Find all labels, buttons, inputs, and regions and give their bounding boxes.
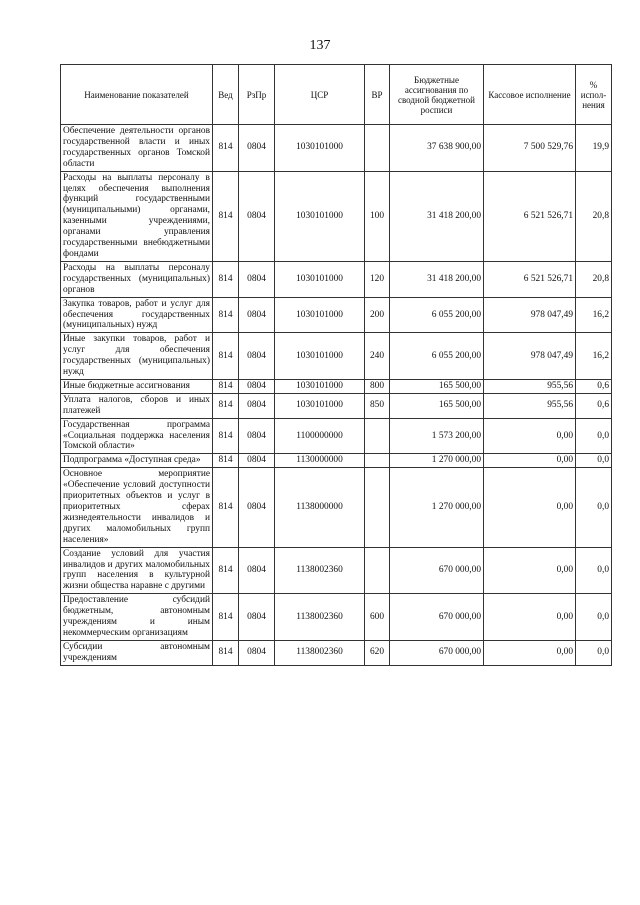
cell-csr: 1030101000 [275,333,365,380]
cell-rzpr: 0804 [239,125,275,172]
cell-vr [365,454,390,468]
cell-ved: 814 [213,333,239,380]
cell-cash-execution: 0,00 [484,468,576,547]
cell-csr: 1130000000 [275,454,365,468]
cell-csr: 1030101000 [275,171,365,261]
cell-vr: 240 [365,333,390,380]
cell-vr: 850 [365,393,390,418]
cell-cash-execution: 0,00 [484,418,576,454]
cell-rzpr: 0804 [239,261,275,297]
cell-name: Обеспечение деятельности органов государственной власти и иных государственных органов Томской области [61,125,213,172]
cell-vr [365,418,390,454]
cell-csr: 1100000000 [275,418,365,454]
table-row [61,418,612,454]
header-ved: Вед [213,65,239,125]
cell-csr: 1030101000 [275,125,365,172]
cell-rzpr: 0804 [239,454,275,468]
cell-percent: 0,0 [576,454,612,468]
cell-name: Основное мероприятие «Обеспечение условий доступности приоритетных объектов и услуг в приоритетных сферах жизнедеятельности инвалидов и других маломобильных групп населения» [61,468,213,547]
cell-csr: 1030101000 [275,261,365,297]
cell-rzpr: 0804 [239,594,275,641]
cell-percent: 0,0 [576,594,612,641]
cell-cash-execution: 0,00 [484,594,576,641]
cell-cash-execution: 0,00 [484,547,576,594]
cell-csr: 1138000000 [275,468,365,547]
cell-vr [365,125,390,172]
cell-assignments: 165 500,00 [390,393,484,418]
cell-ved: 814 [213,640,239,665]
cell-ved: 814 [213,261,239,297]
cell-ved: 814 [213,454,239,468]
cell-name: Предоставление субсидий бюджетным, автономным учреждениям и иным некоммерческим организациям [61,594,213,641]
table-row [61,379,612,393]
cell-rzpr: 0804 [239,333,275,380]
cell-assignments: 6 055 200,00 [390,297,484,333]
cell-name: Закупка товаров, работ и услуг для обеспечения государственных (муниципальных) нужд [61,297,213,333]
header-rzpr: РзПр [239,65,275,125]
cell-rzpr: 0804 [239,297,275,333]
cell-rzpr: 0804 [239,393,275,418]
cell-percent: 0,0 [576,640,612,665]
cell-vr: 200 [365,297,390,333]
cell-rzpr: 0804 [239,640,275,665]
cell-csr: 1138002360 [275,594,365,641]
cell-name: Государственная программа «Социальная поддержка населения Томской области» [61,418,213,454]
cell-name: Создание условий для участия инвалидов и других маломобильных групп населения в культурной жизни общества наравне с другими [61,547,213,594]
cell-rzpr: 0804 [239,171,275,261]
cell-csr: 1030101000 [275,297,365,333]
cell-vr [365,547,390,594]
cell-rzpr: 0804 [239,379,275,393]
table-row [61,125,612,172]
table-row [61,393,612,418]
table-row [61,333,612,380]
table-row [61,640,612,665]
cell-assignments: 1 573 200,00 [390,418,484,454]
cell-ved: 814 [213,393,239,418]
cell-csr: 1030101000 [275,379,365,393]
cell-percent: 16,2 [576,297,612,333]
cell-cash-execution: 6 521 526,71 [484,171,576,261]
cell-percent: 16,2 [576,333,612,380]
cell-ved: 814 [213,297,239,333]
cell-csr: 1138002360 [275,640,365,665]
cell-name: Иные бюджетные ассигнования [61,379,213,393]
cell-percent: 0,6 [576,393,612,418]
cell-cash-execution: 955,56 [484,393,576,418]
cell-cash-execution: 978 047,49 [484,333,576,380]
cell-name: Расходы на выплаты персоналу в целях обеспечения выполнения функций государственными (муниципальными) органами, казенными учреждениями, органами управления государственными внебюджетными фондами [61,171,213,261]
cell-assignments: 670 000,00 [390,640,484,665]
cell-vr [365,468,390,547]
cell-name: Расходы на выплаты персоналу государственных (муниципальных) органов [61,261,213,297]
cell-percent: 0,0 [576,418,612,454]
table-row [61,171,612,261]
cell-assignments: 37 638 900,00 [390,125,484,172]
cell-ved: 814 [213,468,239,547]
page-number: 137 [309,38,331,53]
cell-cash-execution: 0,00 [484,454,576,468]
cell-cash-execution: 7 500 529,76 [484,125,576,172]
cell-name: Субсидии автономным учреждениям [61,640,213,665]
cell-ved: 814 [213,171,239,261]
header-csr: ЦСР [275,65,365,125]
cell-assignments: 1 270 000,00 [390,468,484,547]
cell-ved: 814 [213,594,239,641]
cell-percent: 20,8 [576,171,612,261]
cell-ved: 814 [213,547,239,594]
cell-vr: 800 [365,379,390,393]
header-assignments: Бюджетные ассигнования по сводной бюджетной росписи [390,65,484,125]
cell-assignments: 670 000,00 [390,594,484,641]
cell-cash-execution: 6 521 526,71 [484,261,576,297]
cell-name: Подпрограмма «Доступная среда» [61,454,213,468]
cell-percent: 0,0 [576,547,612,594]
cell-vr: 100 [365,171,390,261]
header-vr: ВР [365,65,390,125]
cell-assignments: 165 500,00 [390,379,484,393]
table-row [61,594,612,641]
cell-ved: 814 [213,418,239,454]
header-percent: % испол-нения [576,65,612,125]
cell-cash-execution: 955,56 [484,379,576,393]
table-body [61,125,612,666]
table-row [61,261,612,297]
cell-assignments: 31 418 200,00 [390,171,484,261]
cell-rzpr: 0804 [239,418,275,454]
cell-name: Уплата налогов, сборов и иных платежей [61,393,213,418]
cell-name: Иные закупки товаров, работ и услуг для обеспечения государственных (муниципальных) нужд [61,333,213,380]
header-cash-execution: Кассовое исполнение [484,65,576,125]
table-row [61,547,612,594]
cell-assignments: 31 418 200,00 [390,261,484,297]
cell-rzpr: 0804 [239,547,275,594]
cell-percent: 0,0 [576,468,612,547]
cell-vr: 620 [365,640,390,665]
table-header-row [61,65,612,125]
table-row [61,297,612,333]
cell-assignments: 670 000,00 [390,547,484,594]
cell-rzpr: 0804 [239,468,275,547]
header-name: Наименование показателей [61,65,213,125]
cell-ved: 814 [213,125,239,172]
table-row [61,468,612,547]
cell-csr: 1138002360 [275,547,365,594]
cell-percent: 0,6 [576,379,612,393]
cell-csr: 1030101000 [275,393,365,418]
cell-vr: 600 [365,594,390,641]
cell-vr: 120 [365,261,390,297]
table-row [61,454,612,468]
cell-percent: 19,9 [576,125,612,172]
cell-assignments: 1 270 000,00 [390,454,484,468]
cell-cash-execution: 0,00 [484,640,576,665]
cell-ved: 814 [213,379,239,393]
cell-assignments: 6 055 200,00 [390,333,484,380]
budget-table [60,64,612,666]
cell-cash-execution: 978 047,49 [484,297,576,333]
cell-percent: 20,8 [576,261,612,297]
